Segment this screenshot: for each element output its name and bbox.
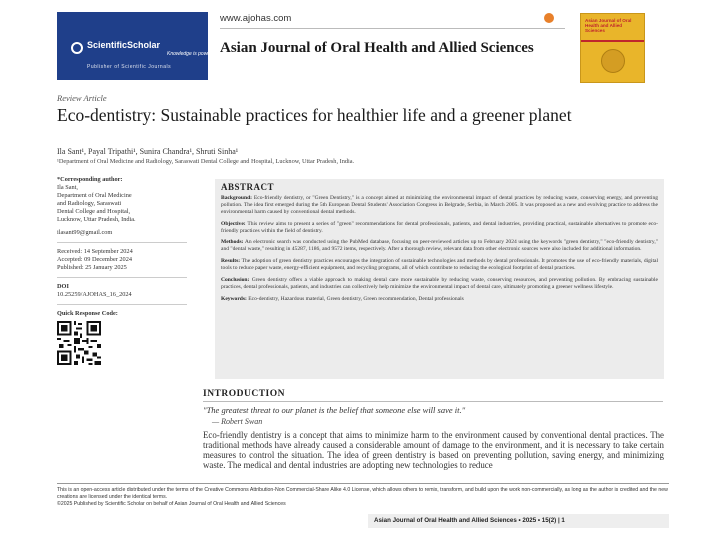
journal-cover-image: [580, 13, 645, 83]
qr-code-icon[interactable]: [57, 321, 101, 365]
publisher-mark-icon: [71, 42, 83, 54]
header-divider: [220, 28, 565, 29]
license-text: This is an open-access article distributed under the terms of the Creative Commons Attribution-Non Commercial-Share Alike 4.0 License, which allows others to remix, transform, and build upon the work non-commercially, as long as the author is credited and the new creations are licensed under the identical terms.: [57, 487, 668, 500]
footer-citation: Asian Journal of Oral Health and Allied Sciences • 2025 • 15(2) | 1: [368, 514, 669, 528]
corresponding-author-line: Lucknow, Uttar Pradesh, India.: [57, 216, 136, 224]
sidebar-divider: [57, 277, 187, 278]
article-info-sidebar: [57, 176, 187, 365]
abstract-objective: Objective: This review aims to present a series of "green" recommendations for dental professionals, patients, and dental industries, providing practical, sustainable alternatives to promote eco-friendly practices within the field of dentistry.: [221, 220, 658, 234]
corresponding-author-line: Department of Oral Medicine: [57, 192, 132, 200]
qr-code-label: Quick Response Code:: [57, 310, 118, 318]
publisher-name: ScientificScholar: [87, 40, 161, 50]
open-access-icon: [544, 13, 554, 23]
introduction-body: Eco-friendly dentistry is a concept that aims to minimize harm to the environment caused by conventional dental practices. The traditional methods have already caused a considerable amount of damage to the environment, and it is necessary to take certain measures to control the situation. The idea of green dentistry is based on preventing pollution, saving energy, and minimizing waste. The medical and dental industries are adopting new technologies to reduce: [203, 430, 664, 471]
journal-url[interactable]: www.ajohas.com: [220, 13, 292, 24]
affiliation: ¹Department of Oral Medicine and Radiology, Saraswati Dental College and Hospital, Lucknow, Uttar Pradesh, India.: [57, 158, 355, 165]
accepted-date: Accepted: 09 December 2024: [57, 255, 133, 263]
journal-title: Asian Journal of Oral Health and Allied Sciences: [220, 40, 534, 56]
abstract-background: Background: Eco-friendly dentistry, or "Green Dentistry," is a concept aimed at minimizing the environmental impact of dental practices by reducing waste, conserving energy, and preventing pollution. The idea first emerged during the 5th European Dental Students' Association Congress in Belgrade, Serbia, in March 2005. It was proposed as a new and evolving practice to address the environmental harm caused by conventional dental methods.: [221, 194, 658, 215]
corresponding-author-line: and Radiology, Saraswati: [57, 200, 122, 208]
publisher-tagline: Knowledge is power: [167, 51, 212, 57]
epigraph-quote: "The greatest threat to our planet is the belief that someone else will save it.": [203, 405, 466, 415]
corresponding-author-heading: *Corresponding author:: [57, 176, 123, 183]
epigraph-author: — Robert Swan: [212, 417, 263, 426]
publisher-subtitle: Publisher of Scientific Journals: [87, 64, 172, 70]
sidebar-divider: [57, 304, 187, 305]
publisher-logo: [57, 12, 212, 80]
abstract-heading: ABSTRACT: [221, 182, 275, 192]
abstract-methods: Methods: An electronic search was conducted using the PubMed database, focusing on peer-reviewed articles up to February 2024 using the keywords "green dentistry," "eco-friendly dentistry," and "dental waste," resulting in 45287, 1186, and 9572 items, respectively. After a thorough review, relevant data from other electronic sources were also included for additional information.: [221, 239, 658, 253]
abstract-keywords: Keywords: Eco-dentistry, Hazardous material, Green dentistry, Green recommendation, Dental professionals: [221, 295, 464, 302]
author-email[interactable]: ilasant99@gmail.com: [57, 228, 113, 236]
corresponding-author-line: Dental College and Hospital,: [57, 208, 131, 216]
doi-value[interactable]: 10.25259/AJOHAS_16_2024: [57, 291, 132, 299]
cover-title: Asian Journal of Oral Health and Allied Sciences: [585, 18, 632, 34]
abstract-box: [215, 179, 664, 379]
paper-title: Eco-dentistry: Sustainable practices for healthier life and a greener planet: [57, 105, 572, 125]
license-notice: [57, 483, 669, 508]
doi-label: DOI: [57, 282, 69, 290]
copyright-text: ©2025 Published by Scientific Scholar on behalf of Asian Journal of Oral Health and Allied Sciences: [57, 501, 286, 507]
received-date: Received: 14 September 2024: [57, 247, 133, 255]
abstract-conclusion: Conclusion: Green dentistry offers a viable approach to making dental care more sustainable by reducing waste, conserving resources, and preventing pollution. By embracing sustainable practices, dental professionals, patients, and industries can collectively help minimize the environmental impact of dental care, ultimately promoting a greener wellness lifestyle.: [221, 277, 658, 290]
introduction-heading: INTRODUCTION: [203, 389, 663, 402]
corresponding-author-line: Ila Sant,: [57, 184, 78, 192]
published-date: Published: 25 January 2025: [57, 263, 127, 271]
sidebar-divider: [57, 242, 187, 243]
cover-band: [581, 40, 644, 42]
abstract-results: Results: The adoption of green dentistry practices encourages the integration of sustainable technologies and methods by dental professionals. It promotes the use of eco-friendly materials, digital tools to reduce paper waste, energy-efficient equipment, and recycling programs, all of which contribute to reducing the ecological footprint of dental practices.: [221, 258, 659, 272]
author-list: Ila Sant¹, Payal Tripathi¹, Sunira Chandra¹, Shruti Sinha¹: [57, 147, 239, 156]
cover-emblem-icon: [601, 49, 625, 73]
article-type: Review Article: [57, 93, 107, 103]
